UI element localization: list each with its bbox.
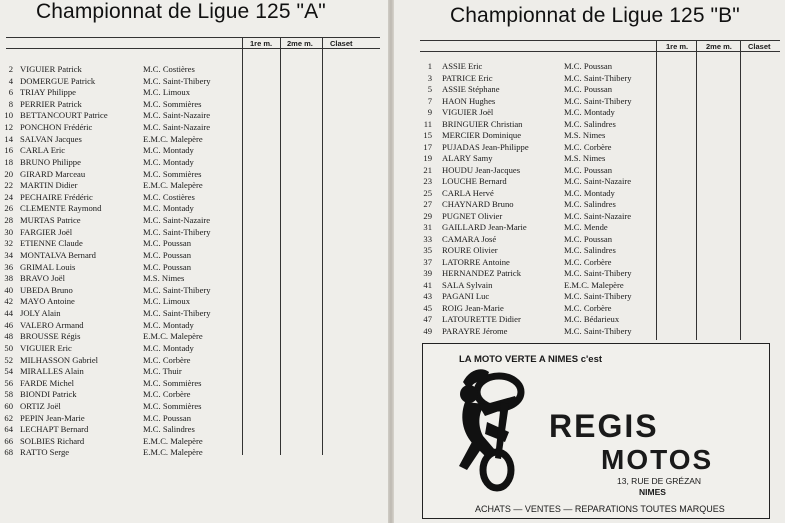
rider-name: RATTO Serge bbox=[20, 447, 70, 458]
entry-number: 54 bbox=[4, 366, 13, 377]
ad-services: ACHATS — VENTES — REPARATIONS TOUTES MARQUES bbox=[475, 504, 725, 514]
table-row bbox=[0, 343, 240, 354]
club-name: M.C. Saint-Nazaire bbox=[564, 210, 632, 221]
table-row bbox=[0, 401, 240, 412]
entry-number: 68 bbox=[4, 447, 13, 458]
club-name: M.C. Saint-Thibery bbox=[564, 72, 632, 83]
club-name: M.C. Sommières bbox=[143, 377, 202, 388]
club-name: M.C. Montady bbox=[143, 203, 194, 214]
entry-number: 17 bbox=[423, 141, 432, 152]
club-name: M.C. Saint-Thibery bbox=[143, 226, 211, 237]
table-row bbox=[0, 76, 240, 87]
rider-name: HAON Hughes bbox=[442, 95, 496, 106]
entry-number: 23 bbox=[423, 176, 432, 186]
rider-name: VIGUIER Eric bbox=[20, 342, 72, 353]
rider-name: DOMERGUE Patrick bbox=[20, 75, 96, 86]
club-name: E.M.C. Malepère bbox=[143, 133, 203, 144]
rider-name: PEPIN Jean-Marie bbox=[20, 412, 85, 423]
entry-number: 25 bbox=[423, 187, 432, 198]
club-name: M.C. Saint-Nazaire bbox=[564, 176, 632, 186]
rider-name: ASSIE Eric bbox=[442, 61, 483, 71]
rider-name: SALVAN Jacques bbox=[20, 133, 82, 144]
table-row bbox=[0, 215, 240, 226]
column-header-classement: Claset bbox=[330, 39, 353, 48]
table-row bbox=[394, 303, 654, 314]
table-row bbox=[394, 107, 654, 118]
club-name: M.C. Sommières bbox=[143, 400, 202, 411]
club-name: M.C. Corbère bbox=[143, 389, 191, 400]
club-name: M.C. Salindres bbox=[564, 118, 616, 129]
ad-brand-regis: REGIS bbox=[549, 408, 659, 444]
rider-name: LOUCHE Bernard bbox=[442, 176, 507, 186]
club-name: M.C. Saint-Thibery bbox=[143, 308, 211, 319]
club-name: M.C. Costières bbox=[143, 191, 195, 202]
entry-number: 42 bbox=[4, 296, 13, 307]
entry-number: 8 bbox=[8, 98, 13, 109]
table-row bbox=[0, 447, 240, 458]
page-title-b: Championnat de Ligue 125 "B" bbox=[450, 4, 740, 27]
entry-number: 49 bbox=[423, 325, 432, 336]
table-row bbox=[0, 227, 240, 238]
club-name: M.C. Limoux bbox=[143, 87, 191, 98]
table-row bbox=[0, 273, 240, 284]
table-row bbox=[394, 314, 654, 325]
club-name: M.C. Costières bbox=[143, 64, 195, 74]
table-row bbox=[0, 424, 240, 435]
entry-number: 46 bbox=[4, 319, 13, 330]
table-row bbox=[0, 134, 240, 145]
entry-number: 58 bbox=[4, 389, 13, 400]
table-row bbox=[394, 165, 654, 176]
entry-number: 56 bbox=[4, 377, 13, 388]
rider-name: BRAVO Joël bbox=[20, 273, 65, 284]
club-name: M.C. Corbère bbox=[564, 302, 612, 313]
rider-name: SOLBIES Richard bbox=[20, 435, 85, 446]
table-row bbox=[0, 320, 240, 331]
rider-name: CAMARA José bbox=[442, 233, 497, 244]
rider-name: CHAYNARD Bruno bbox=[442, 199, 514, 209]
club-name: M.C. Poussan bbox=[564, 164, 612, 175]
club-name: E.M.C. Malepère bbox=[143, 435, 203, 446]
entry-number: 9 bbox=[427, 107, 432, 117]
rider-name: MIRALLES Alain bbox=[20, 366, 84, 377]
column-header-m2: 2me m. bbox=[706, 42, 732, 51]
entry-number: 37 bbox=[423, 256, 432, 267]
ad-brand-motos: MOTOS bbox=[601, 444, 714, 475]
entry-number: 3 bbox=[427, 72, 432, 83]
column-header-m1: 1re m. bbox=[250, 39, 273, 48]
rider-name: CARLA Hervé bbox=[442, 187, 494, 198]
column-divider bbox=[656, 40, 657, 340]
table-row bbox=[0, 87, 240, 98]
club-name: M.C. Corbère bbox=[564, 141, 612, 152]
club-name: M.C. Limoux bbox=[143, 296, 191, 307]
table-row bbox=[394, 199, 654, 210]
entry-number: 12 bbox=[4, 122, 13, 133]
club-name: E.M.C. Malepère bbox=[143, 180, 203, 191]
table-row bbox=[394, 188, 654, 199]
table-row bbox=[0, 436, 240, 447]
club-name: M.C. Poussan bbox=[564, 84, 612, 94]
club-name: M.C. Saint-Thibery bbox=[564, 95, 632, 106]
entry-number: 7 bbox=[427, 95, 432, 106]
entry-number: 19 bbox=[423, 153, 432, 163]
club-name: M.C. Salindres bbox=[143, 424, 195, 435]
entry-number: 11 bbox=[423, 118, 432, 129]
table-row bbox=[0, 366, 240, 377]
table-row bbox=[0, 262, 240, 273]
entry-number: 33 bbox=[423, 233, 432, 244]
rider-name: MERCIER Dominique bbox=[442, 130, 522, 140]
club-name: M.C. Saint-Thibery bbox=[564, 291, 632, 301]
entry-number: 32 bbox=[4, 238, 13, 249]
club-name: M.C. Sommières bbox=[143, 98, 202, 109]
club-name: M.C. Saint-Thibery bbox=[564, 268, 632, 278]
rider-name: BIONDI Patrick bbox=[20, 389, 77, 400]
club-name: E.M.C. Malepère bbox=[143, 447, 203, 458]
entry-number: 64 bbox=[4, 424, 13, 435]
entry-number: 52 bbox=[4, 354, 13, 365]
entry-number: 48 bbox=[4, 331, 13, 342]
entry-number: 36 bbox=[4, 261, 13, 272]
entry-number: 15 bbox=[423, 130, 432, 140]
entry-number: 31 bbox=[423, 222, 432, 232]
entry-number: 18 bbox=[4, 156, 13, 167]
table-row bbox=[394, 153, 654, 164]
rider-name: MILHASSON Gabriel bbox=[20, 354, 99, 365]
rider-name: ROURE Olivier bbox=[442, 245, 498, 255]
club-name: M.C. Montady bbox=[564, 187, 615, 198]
table-row bbox=[394, 142, 654, 153]
club-name: M.C. Montady bbox=[143, 319, 194, 330]
rider-name: GIRARD Marceau bbox=[20, 168, 86, 179]
table-row bbox=[0, 285, 240, 296]
table-row bbox=[0, 378, 240, 389]
table-row bbox=[0, 308, 240, 319]
table-top-rule bbox=[420, 40, 780, 41]
column-divider bbox=[242, 37, 243, 455]
table-row bbox=[0, 413, 240, 424]
entry-number: 62 bbox=[4, 412, 13, 423]
club-name: M.C. Saint-Nazaire bbox=[143, 122, 211, 133]
table-row bbox=[394, 73, 654, 84]
motorcycle-rider-icon bbox=[429, 362, 549, 492]
table-row bbox=[394, 222, 654, 233]
entry-number: 43 bbox=[423, 291, 432, 301]
rider-name: GRIMAL Louis bbox=[20, 261, 76, 272]
table-row bbox=[394, 268, 654, 279]
rider-name: CARLA Eric bbox=[20, 145, 66, 156]
rider-name: VIGUIER Joël bbox=[442, 107, 494, 117]
table-row bbox=[0, 331, 240, 342]
table-top-rule bbox=[6, 37, 380, 38]
table-row bbox=[394, 326, 654, 337]
rider-name: MAYO Antoine bbox=[20, 296, 75, 307]
rider-name: MONTALVA Bernard bbox=[20, 249, 96, 260]
rider-name: CLEMENTE Raymond bbox=[20, 203, 102, 214]
ad-headline: LA MOTO VERTE A NIMES c'est bbox=[459, 354, 603, 365]
rider-name: FARDE Michel bbox=[20, 377, 75, 388]
rider-name: PATRICE Eric bbox=[442, 72, 493, 83]
club-name: M.C. Bédarieux bbox=[564, 314, 620, 324]
entry-number: 39 bbox=[423, 268, 432, 278]
column-divider bbox=[740, 40, 741, 340]
ad-city: NIMES bbox=[639, 487, 666, 497]
advertisement-box bbox=[422, 343, 770, 519]
rider-name: SALA Sylvain bbox=[442, 279, 493, 290]
entry-number: 34 bbox=[4, 249, 13, 260]
table-row bbox=[0, 145, 240, 156]
column-divider bbox=[696, 40, 697, 340]
entry-number: 6 bbox=[8, 87, 13, 98]
rider-name: LATORRE Antoine bbox=[442, 256, 510, 267]
entry-number: 22 bbox=[4, 180, 13, 191]
club-name: E.M.C. Malepère bbox=[143, 331, 203, 342]
rider-name: BETTANCOURT Patrice bbox=[20, 110, 108, 121]
entry-number: 1 bbox=[427, 61, 432, 71]
entry-number: 24 bbox=[4, 191, 13, 202]
club-name: M.C. Poussan bbox=[564, 61, 612, 71]
rider-name: ETIENNE Claude bbox=[20, 238, 83, 249]
table-row bbox=[0, 110, 240, 121]
entry-number: 28 bbox=[4, 215, 13, 226]
club-name: M.C. Poussan bbox=[143, 261, 191, 272]
entry-number: 27 bbox=[423, 199, 432, 209]
rider-name: PAGANI Luc bbox=[442, 291, 490, 301]
club-name: M.C. Corbère bbox=[564, 256, 612, 267]
rider-name: ROIG Jean-Marie bbox=[442, 302, 504, 313]
rider-name: GAILLARD Jean-Marie bbox=[442, 222, 527, 232]
rider-name: BROUSSE Régis bbox=[20, 331, 81, 342]
club-name: M.C. Montady bbox=[143, 156, 194, 167]
club-name: M.S. Nimes bbox=[564, 130, 606, 140]
club-name: M.C. Saint-Thibery bbox=[143, 75, 211, 86]
table-row bbox=[394, 176, 654, 187]
rider-name: BRINGUIER Christian bbox=[442, 118, 523, 129]
table-row bbox=[0, 122, 240, 133]
rider-name: BRUNO Philippe bbox=[20, 156, 81, 167]
column-header-m1: 1re m. bbox=[666, 42, 689, 51]
entry-number: 47 bbox=[423, 314, 432, 324]
table-row bbox=[0, 238, 240, 249]
entry-number: 30 bbox=[4, 226, 13, 237]
club-name: M.S. Nimes bbox=[143, 273, 185, 284]
table-row bbox=[394, 280, 654, 291]
table-row bbox=[0, 64, 240, 75]
club-name: M.C. Poussan bbox=[564, 233, 612, 244]
entry-number: 2 bbox=[8, 64, 13, 74]
table-row bbox=[0, 99, 240, 110]
entry-number: 16 bbox=[4, 145, 13, 156]
club-name: M.C. Saint-Thibery bbox=[564, 325, 632, 336]
entry-number: 44 bbox=[4, 308, 13, 319]
table-row bbox=[0, 157, 240, 168]
table-row bbox=[0, 296, 240, 307]
entry-number: 14 bbox=[4, 133, 13, 144]
rider-name: PARAYRE Jérome bbox=[442, 325, 508, 336]
table-row bbox=[0, 250, 240, 261]
club-name: M.C. Montady bbox=[564, 107, 615, 117]
entry-number: 41 bbox=[423, 279, 432, 290]
table-row bbox=[0, 192, 240, 203]
table-row bbox=[0, 389, 240, 400]
entry-number: 38 bbox=[4, 273, 13, 284]
entry-number: 50 bbox=[4, 342, 13, 353]
right-page bbox=[394, 0, 785, 523]
table-row bbox=[394, 96, 654, 107]
rider-name: UBEDA Bruno bbox=[20, 284, 73, 295]
club-name: M.C. Poussan bbox=[143, 412, 191, 423]
table-header-rule bbox=[420, 51, 780, 52]
entry-number: 20 bbox=[4, 168, 13, 179]
table-row bbox=[394, 61, 654, 72]
table-row bbox=[0, 355, 240, 366]
rider-name: PONCHON Frédéric bbox=[20, 122, 93, 133]
rider-name: VALERO Armand bbox=[20, 319, 84, 330]
table-row bbox=[394, 245, 654, 256]
entry-number: 29 bbox=[423, 210, 432, 221]
rider-name: PECHAIRE Frédéric bbox=[20, 191, 93, 202]
rider-name: HERNANDEZ Patrick bbox=[442, 268, 522, 278]
rider-name: PUJADAS Jean-Philippe bbox=[442, 141, 529, 152]
rider-name: LECHAPT Bernard bbox=[20, 424, 89, 435]
table-row bbox=[394, 84, 654, 95]
club-name: M.C. Salindres bbox=[564, 199, 616, 209]
table-header-rule bbox=[6, 48, 380, 49]
club-name: M.C. Saint-Nazaire bbox=[143, 110, 211, 121]
entry-number: 66 bbox=[4, 435, 13, 446]
rider-name: HOUDU Jean-Jacques bbox=[442, 164, 521, 175]
entry-number: 21 bbox=[423, 164, 432, 175]
table-row bbox=[0, 169, 240, 180]
entry-number: 60 bbox=[4, 400, 13, 411]
club-name: M.C. Poussan bbox=[143, 238, 191, 249]
column-divider bbox=[322, 37, 323, 455]
ad-address: 13, RUE DE GRÉZAN bbox=[617, 476, 702, 486]
rider-name: ORTIZ Joël bbox=[20, 400, 61, 411]
rider-name: ALARY Samy bbox=[442, 153, 493, 163]
table-row bbox=[394, 234, 654, 245]
club-name: M.C. Corbère bbox=[143, 354, 191, 365]
table-row bbox=[394, 257, 654, 268]
club-name: M.S. Nimes bbox=[564, 153, 606, 163]
rider-name: PERRIER Patrick bbox=[20, 98, 82, 109]
entry-number: 35 bbox=[423, 245, 432, 255]
club-name: M.C. Thuir bbox=[143, 366, 182, 377]
club-name: M.C. Salindres bbox=[564, 245, 616, 255]
rider-name: LATOURETTE Didier bbox=[442, 314, 521, 324]
left-page bbox=[0, 0, 388, 523]
entry-number: 5 bbox=[427, 84, 432, 94]
entry-number: 45 bbox=[423, 302, 432, 313]
column-header-m2: 2me m. bbox=[287, 39, 313, 48]
column-divider bbox=[280, 37, 281, 455]
club-name: M.C. Mende bbox=[564, 222, 608, 232]
club-name: M.C. Sommières bbox=[143, 168, 202, 179]
table-row bbox=[394, 130, 654, 141]
entry-number: 40 bbox=[4, 284, 13, 295]
club-name: E.M.C. Malepère bbox=[564, 279, 624, 290]
rider-name: FARGIER Joël bbox=[20, 226, 73, 237]
rider-name: TRIAY Philippe bbox=[20, 87, 76, 98]
page-title-a: Championnat de Ligue 125 "A" bbox=[36, 0, 326, 23]
entry-number: 10 bbox=[4, 110, 13, 121]
club-name: M.C. Saint-Nazaire bbox=[143, 215, 211, 226]
rider-name: ASSIE Stéphane bbox=[442, 84, 500, 94]
rider-name: JOLY Alain bbox=[20, 308, 61, 319]
club-name: M.C. Montady bbox=[143, 342, 194, 353]
table-row bbox=[394, 291, 654, 302]
table-row bbox=[394, 211, 654, 222]
club-name: M.C. Montady bbox=[143, 145, 194, 156]
rider-name: VIGUIER Patrick bbox=[20, 64, 82, 74]
column-header-classement: Claset bbox=[748, 42, 771, 51]
table-row bbox=[0, 180, 240, 191]
rider-name: PUGNET Olivier bbox=[442, 210, 503, 221]
entry-number: 26 bbox=[4, 203, 13, 214]
club-name: M.C. Saint-Thibery bbox=[143, 284, 211, 295]
entry-number: 4 bbox=[8, 75, 13, 86]
table-row bbox=[394, 119, 654, 130]
rider-name: MARTIN Didier bbox=[20, 180, 78, 191]
rider-name: MURTAS Patrice bbox=[20, 215, 81, 226]
club-name: M.C. Poussan bbox=[143, 249, 191, 260]
table-row bbox=[0, 203, 240, 214]
